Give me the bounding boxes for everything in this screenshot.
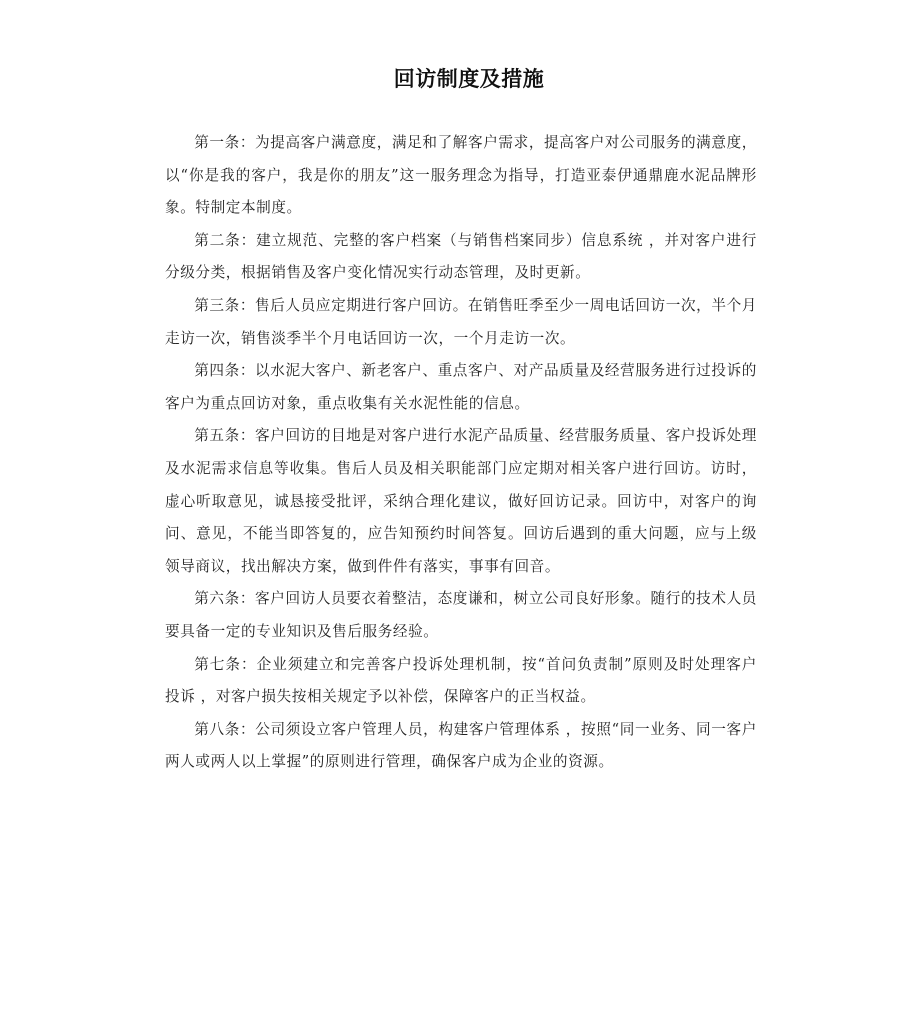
article-5-paragraph: 第五条：客户回访的目地是对客户进行水泥产品质量、经营服务质量、客户投诉处理及水泥需求信息等收集。售后人员及相关职能部门应定期对相关客户进行回访。访时，虚心听取意见，诚恳接受批评，采纳合理化建议，做好回访记录。回访中，对客户的询问、意见，不能当即答复的，应告知预约时间答复。回访后遇到的重大问题，应与上级领导商议，找出解决方案，做到件件有落实，事事有回音。 — [165, 427, 757, 575]
article-3-paragraph: 第三条：售后人员应定期进行客户回访。在销售旺季至少一周电话回访一次，半个月走访一次，销售淡季半个月电话回访一次，一个月走访一次。 — [165, 296, 757, 347]
article-8-paragraph: 第八条：公司须设立客户管理人员，构建客户管理体系 ，按照“同一业务、同一客户两人或两人以上掌握”的原则进行管理，确保客户成为企业的资源。 — [165, 720, 757, 771]
article-4-paragraph: 第四条：以水泥大客户、新老客户、重点客户、对产品质量及经营服务进行过投诉的客户为重点回访对象，重点收集有关水泥性能的信息。 — [165, 362, 757, 412]
article-1-paragraph: 第一条：为提高客户满意度，满足和了解客户需求，提高客户对公司服务的满意度，以“你是我的客户，我是你的朋友”这一服务理念为指导，打造亚泰伊通鼎鹿水泥品牌形象。特制定本制度。 — [165, 134, 757, 217]
article-6-paragraph: 第六条：客户回访人员要衣着整洁，态度谦和，树立公司良好形象。随行的技术人员要具备一定的专业知识及售后服务经验。 — [165, 590, 757, 640]
article-7-paragraph: 第七条：企业须建立和完善客户投诉处理机制，按“首问负责制”原则及时处理客户投诉 ，对客户损失按相关规定予以补偿，保障客户的正当权益。 — [165, 655, 757, 706]
document-body — [165, 127, 757, 779]
article-2-paragraph: 第二条：建立规范、完整的客户档案（与销售档案同步）信息系统 ，并对客户进行分级分类，根据销售及客户变化情况实行动态管理，及时更新。 — [165, 231, 757, 282]
document-title: 回访制度及措施 — [393, 67, 545, 91]
